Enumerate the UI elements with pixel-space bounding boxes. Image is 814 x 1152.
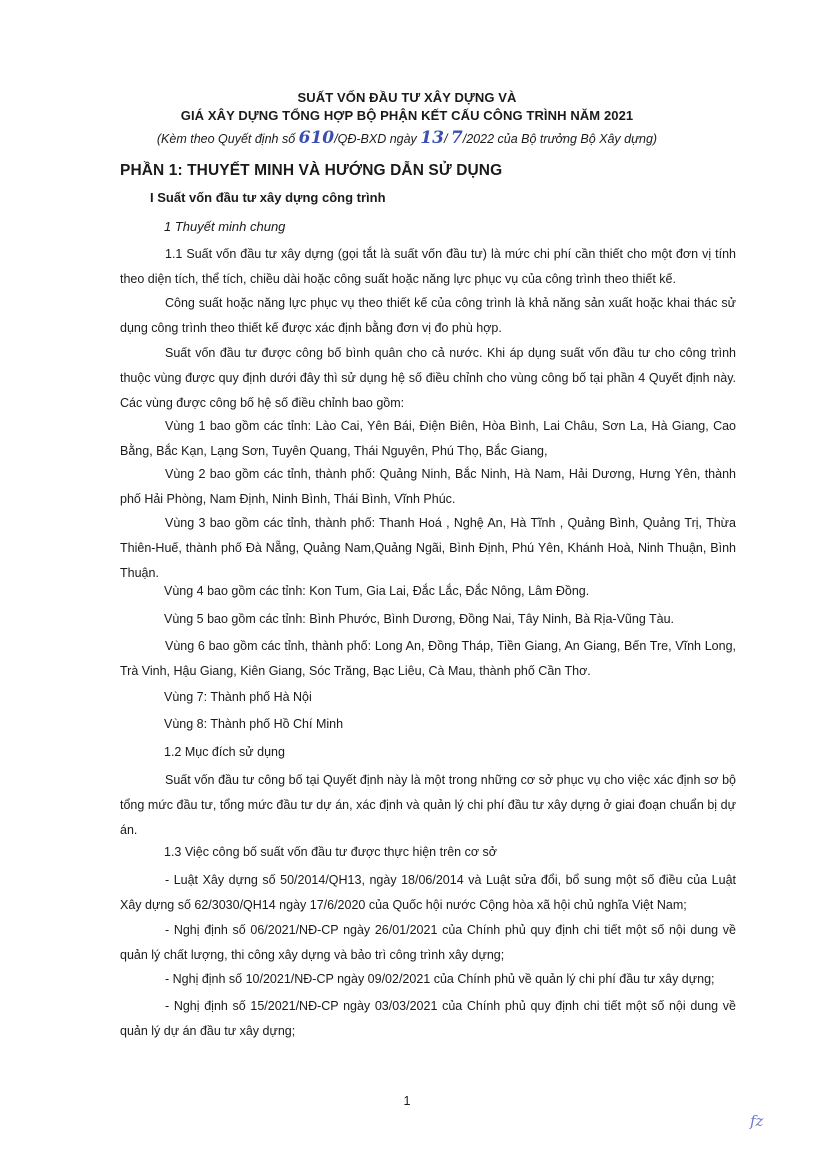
region-7: Vùng 7: Thành phố Hà Nội <box>164 690 312 704</box>
region-4: Vùng 4 bao gồm các tỉnh: Kon Tum, Gia Lai, Đắc Lắc, Đắc Nông, Lâm Đồng. <box>164 584 590 598</box>
region-1: Vùng 1 bao gồm các tỉnh: Lào Cai, Yên Bái, Điện Biên, Hòa Bình, Lai Châu, Sơn La, Hà Giang, Cao Bằng, Bắc Kạn, Lạng Sơn, Tuyên Quang, Thái Nguyên, Phú Thọ, Bắc Giang, <box>120 419 736 458</box>
handwritten-initials: fz <box>750 1112 764 1130</box>
basis-decree-15: - Nghị định số 15/2021/NĐ-CP ngày 03/03/2021 của Chính phủ quy định chi tiết một số nội dung về quản lý dự án đầu tư xây dựng; <box>120 999 736 1038</box>
region-2: Vùng 2 bao gồm các tỉnh, thành phố: Quảng Ninh, Bắc Ninh, Hà Nam, Hải Dương, Hưng Yên, thành phố Hải Phòng, Nam Định, Ninh Bình, Thái Bình, Vĩnh Phúc. <box>120 467 736 506</box>
basis-decree-06: - Nghị định số 06/2021/NĐ-CP ngày 26/01/2021 của Chính phủ quy định chi tiết một số nội dung về quản lý chất lượng, thi công xây dựng và bảo trì công trình xây dựng; <box>120 923 736 962</box>
paragraph-purpose: Suất vốn đầu tư công bố tại Quyết định này là một trong những cơ sở phục vụ cho việc xác định sơ bộ tổng mức đầu tư, tổng mức đầu tư dự án, xác định và quản lý chi phí đầu tư xây dựng ở giai đoạn chuẩn bị dự án. <box>120 773 736 837</box>
handwritten-day: 13 <box>420 128 444 148</box>
item-1-heading: 1 Thuyết minh chung <box>164 219 286 234</box>
subtitle <box>0 128 814 148</box>
region-6: Vùng 6 bao gồm các tỉnh, thành phố: Long An, Đồng Tháp, Tiền Giang, An Giang, Bến Tre, Vĩnh Long, Trà Vinh, Hậu Giang, Kiên Giang, Sóc Trăng, Bạc Liêu, Cà Mau, thành phố Cần Thơ. <box>120 639 736 678</box>
paragraph-capacity: Công suất hoặc năng lực phục vụ theo thiết kế của công trình là khả năng sản xuất hoặc khai thác sử dụng công trình theo thiết kế được xác định bằng đơn vị đo phù hợp. <box>120 296 736 335</box>
subtitle-part-1: (Kèm theo Quyết định số <box>156 132 299 146</box>
subtitle-part-2: /QĐ-BXD ngày <box>334 132 421 146</box>
subtitle-sep: / <box>443 132 451 146</box>
item-1-3-heading: 1.3 Việc công bố suất vốn đầu tư được thực hiện trên cơ sở <box>164 845 497 859</box>
page-number: 1 <box>403 1094 411 1108</box>
subtitle-part-3: /2022 của Bộ trưởng Bộ Xây dựng) <box>462 132 658 146</box>
region-3: Vùng 3 bao gồm các tỉnh, thành phố: Thanh Hoá , Nghệ An, Hà Tĩnh , Quảng Bình, Quảng Trị, Thừa Thiên-Huế, thành phố Đà Nẵng, Quảng Nam,Quảng Ngãi, Bình Định, Phú Yên, Khánh Hoà, Ninh Thuận, Bình Thuận. <box>120 516 736 580</box>
handwritten-month: 7 <box>450 128 463 148</box>
title-line-2: GIÁ XÂY DỰNG TỔNG HỢP BỘ PHẬN KẾT CẤU CÔNG TRÌNH NĂM 2021 <box>180 108 634 123</box>
section-heading: PHẦN 1: THUYẾT MINH VÀ HƯỚNG DẪN SỬ DỤNG <box>120 162 503 179</box>
basis-decree-10: - Nghị định số 10/2021/NĐ-CP ngày 09/02/2021 của Chính phủ về quản lý chi phí đầu tư xây dựng; <box>165 972 715 986</box>
title-line-1: SUẤT VỐN ĐẦU TƯ XÂY DỰNG VÀ <box>297 90 517 105</box>
region-8: Vùng 8: Thành phố Hồ Chí Minh <box>164 717 344 731</box>
item-1-2-heading: 1.2 Mục đích sử dụng <box>164 745 285 759</box>
paragraph-regions-intro: Suất vốn đầu tư được công bố bình quân cho cả nước. Khi áp dụng suất vốn đầu tư cho công trình thuộc vùng được quy định dưới đây thì sử dụng hệ số điều chỉnh cho vùng công bố tại phần 4 Quyết định này. Các vùng được công bố hệ số điều chỉnh bao gồm: <box>120 346 736 410</box>
section-subheading: I Suất vốn đầu tư xây dựng công trình <box>150 190 386 205</box>
region-5: Vùng 5 bao gồm các tỉnh: Bình Phước, Bình Dương, Đồng Nai, Tây Ninh, Bà Rịa-Vũng Tàu. <box>164 612 675 626</box>
basis-law: - Luật Xây dựng số 50/2014/QH13, ngày 18/06/2014 và Luật sửa đổi, bổ sung một số điều của Luật Xây dựng số 62/3030/QH14 ngày 17/6/2020 của Quốc hội nước Cộng hòa xã hội chủ nghĩa Việt Nam; <box>120 873 736 912</box>
paragraph-1-1: 1.1 Suất vốn đầu tư xây dựng (gọi tắt là suất vốn đầu tư) là mức chi phí cần thiết cho một đơn vị tính theo diện tích, thể tích, chiều dài hoặc công suất hoặc năng lực phục vụ của công trình theo thiết kế. <box>120 247 736 286</box>
handwritten-decision-number: 610 <box>298 128 335 148</box>
